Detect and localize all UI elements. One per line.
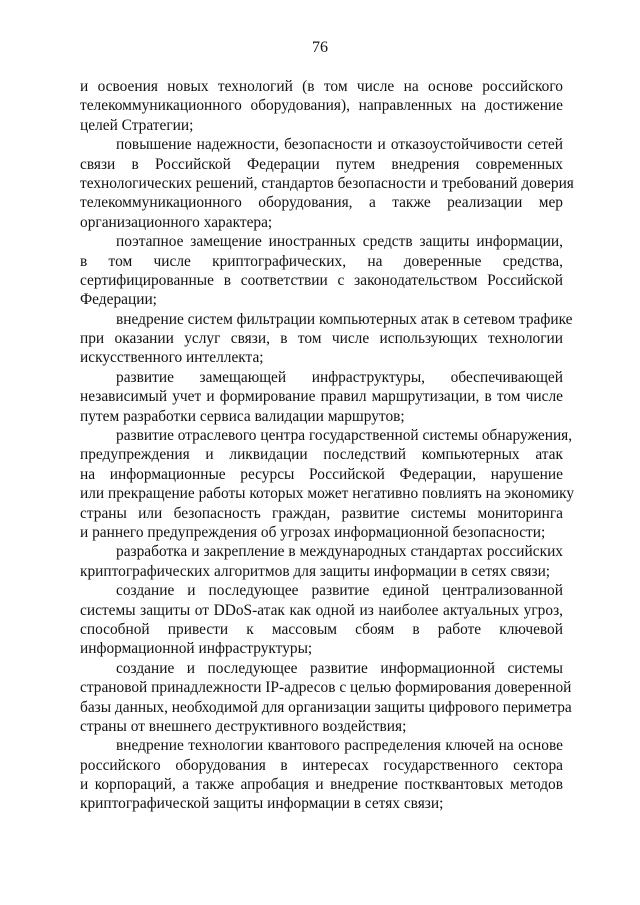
text-line: или прекращение работы которых может негативно повлиять на экономику	[80, 485, 575, 503]
text-line: базы данных, необходимой для организации защиты цифрового периметра	[80, 698, 572, 716]
text-line: искусственного интеллекта;	[80, 349, 264, 367]
text-line: способной привести к массовым сбоям в работе ключевой	[80, 620, 563, 638]
text-line: страны или безопасность граждан, развитие системы мониторинга	[80, 504, 563, 522]
text-line: предупреждения и ликвидации последствий компьютерных атак	[80, 446, 563, 464]
text-line: развитие замещающей инфраструктуры, обеспечивающей	[116, 368, 563, 386]
text-line: на информационные ресурсы Российской Федерации, нарушение	[80, 465, 563, 483]
text-line: криптографической защиты информации в сетях связи;	[80, 795, 444, 813]
text-line: в том числе криптографических, на доверенные средства,	[80, 252, 563, 270]
text-line: страновой принадлежности IP-адресов с целью формирования доверенной	[80, 679, 572, 697]
text-line: внедрение систем фильтрации компьютерных атак в сетевом трафике	[116, 310, 573, 328]
text-line: криптографических алгоритмов для защиты информации в сетях связи;	[80, 562, 551, 580]
text-line: целей Стратегии;	[80, 116, 194, 134]
text-line: телекоммуникационного оборудования, а также реализации мер	[80, 194, 563, 212]
text-line: информационной инфраструктуры;	[80, 640, 313, 658]
text-line: и освоения новых технологий (в том числе на основе российского	[80, 78, 563, 95]
text-line: поэтапное замещение иностранных средств защиты информации,	[116, 233, 563, 251]
text-line: повышение надежности, безопасности и отказоустойчивости сетей	[116, 136, 563, 154]
text-line: системы защиты от DDoS-атак как одной из наиболее актуальных угроз,	[80, 601, 563, 619]
text-line: сертифицированные в соответствии с законодательством Российской	[80, 271, 563, 289]
text-line: связи в Российской Федерации путем внедрения современных	[80, 155, 563, 173]
text-line: Федерации;	[80, 291, 157, 309]
body-text	[80, 77, 575, 814]
text-line: создание и последующее развитие единой централизованной	[116, 582, 563, 600]
page-number: 76	[312, 39, 328, 56]
text-line: технологических решений, стандартов безопасности и требований доверия	[80, 174, 574, 192]
text-line: путем разработки сервиса валидации маршрутов;	[80, 407, 405, 425]
text-line: при оказании услуг связи, в том числе использующих технологии	[80, 330, 563, 348]
text-line: организационного характера;	[80, 213, 273, 231]
text-line: независимый учет и формирование правил маршрутизации, в том числе	[80, 388, 563, 406]
text-line: и корпораций, а также апробация и внедрение постквантовых методов	[80, 776, 563, 794]
text-line: российского оборудования в интересах государственного сектора	[80, 756, 563, 774]
text-line: страны от внешнего деструктивного воздействия;	[80, 717, 407, 735]
text-line: развитие отраслевого центра государственной системы обнаружения,	[116, 427, 573, 445]
text-line: телекоммуникационного оборудования), направленных на достижение	[80, 97, 563, 115]
text-line: разработка и закрепление в международных стандартах российских	[116, 543, 563, 561]
text-line: и раннего предупреждения об угрозах информационной безопасности;	[80, 523, 546, 541]
text-line: внедрение технологии квантового распределения ключей на основе	[116, 737, 563, 755]
text-line: создание и последующее развитие информационной системы	[116, 659, 563, 677]
